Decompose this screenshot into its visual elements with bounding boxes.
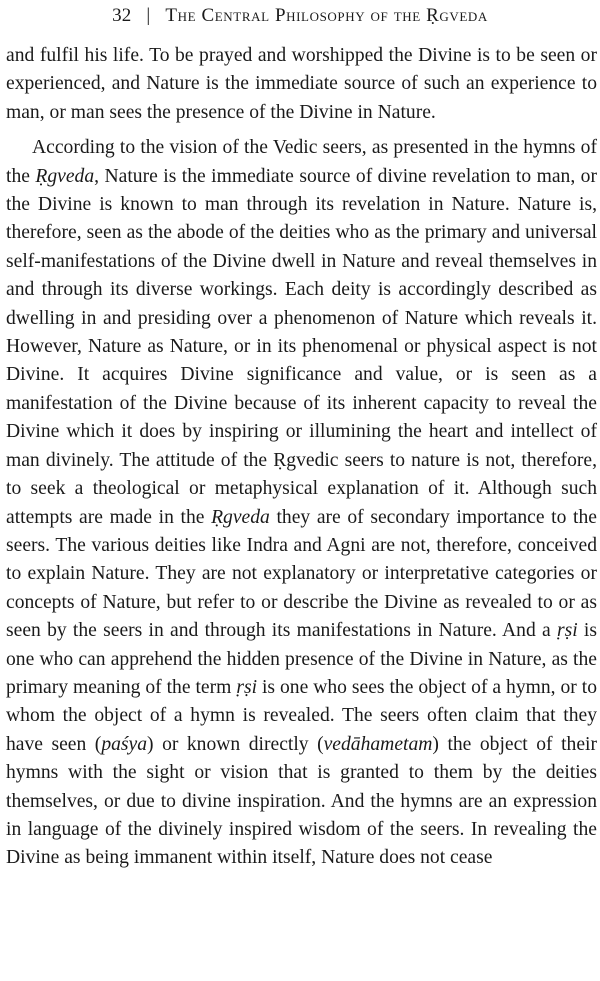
italic-term-rgveda: Ṛgveda xyxy=(35,165,95,187)
page-number: 32 xyxy=(112,5,132,26)
text-segment: is one who sees the object of a hymn, or to whom the object of a hymn is revealed. The seers often claim that they have seen ( xyxy=(6,676,597,755)
italic-term-rsi: ṛṣi xyxy=(556,620,578,642)
paragraph-1 xyxy=(6,42,597,127)
text-segment: ) the object of their hymns with the sight or vision that is granted to them by the deities themselves, or due to divine inspiration. And the hymns are an expression in language of the divinely inspired wisdom of the seers. In revealing the Divine as being immanent within itself, Nature does not cease xyxy=(6,733,597,869)
running-head xyxy=(0,4,600,28)
book-title: The Central Philosophy of the Ṛgveda xyxy=(165,5,488,26)
text-segment: According to the vision of the Vedic seers, as presented in the hymns of the xyxy=(6,137,597,187)
text-segment: they are of secondary importance to the seers. The various deities like Indra and Agni are not, therefore, conceived to explain Nature. They are not explanatory or interpretative categories or concepts of Nature, but refer to or describe the Divine as revealed to or as seen by the seers in and through its manifestations in Nature. And a xyxy=(6,506,597,642)
text-segment: ) or known directly ( xyxy=(147,733,324,755)
header-separator: | xyxy=(146,5,151,26)
paragraph-2 xyxy=(6,134,597,873)
body-text xyxy=(6,42,597,873)
italic-term-pasya: paśya xyxy=(101,733,148,755)
text-segment: is one who can apprehend the hidden presence of the Divine in Nature, as the primary meaning of the term xyxy=(6,620,597,698)
italic-term-rsi: ṛṣi xyxy=(236,676,258,698)
italic-term-rgveda: Ṛgveda xyxy=(211,506,270,528)
italic-term-vedahametam: vedāhametam xyxy=(323,733,433,755)
text-segment: and fulfil his life. To be prayed and worshipped the Divine is to be seen or experienced, and Nature is the immediate source of such an experience to man, or man sees the presence of the Divine in Nature. xyxy=(6,45,597,123)
text-segment: , Nature is the immediate source of divine revelation to man, or the Divine is known to man through its revelation in Nature. Nature is, therefore, seen as the abode of the deities who as the primary and universal self-manifestations of the Divine dwell in Nature and reveal themselves in and through its diverse workings. Each deity is accordingly described as dwelling in and presiding over a phenomenon of Nature which reveals it. However, Nature as Nature, or in its phenomenal or physical aspect is not Divine. It acquires Divine significance and value, or is seen as a manifestation of the Divine because of its inherent capacity to reveal the Divine which it does by inspiring or illumining the heart and intellect of man divinely. The attitude of the Ṛgvedic seers to nature is not, therefore, to seek a theological or metaphysical explanation of it. Although such attempts are made in the xyxy=(6,165,597,528)
